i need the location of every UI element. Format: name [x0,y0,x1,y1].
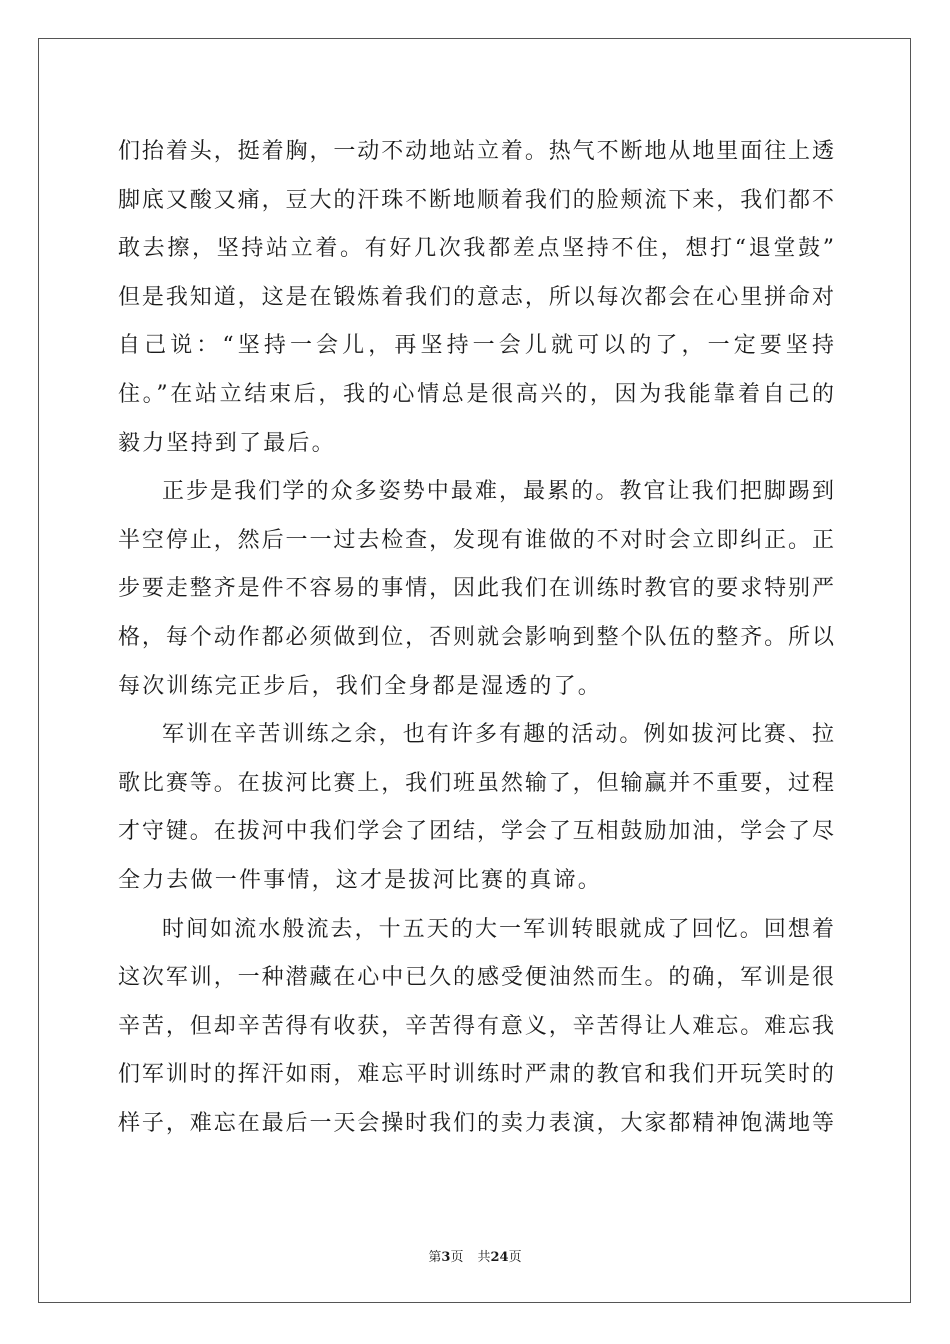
page-suffix: 页 [450,1250,464,1265]
total-prefix: 共 [477,1250,491,1265]
text-line: 自己说：“坚持一会儿，再坚持一会儿就可以的了，一定要坚持 [118,333,834,359]
page-number: 3 [441,1250,451,1265]
text-line: 敢去擦，坚持站立着。有好几次我都差点坚持不住，想打“退堂鼓” [118,236,834,262]
total-pages: 24 [490,1250,509,1265]
text-line: 们军训时的挥汗如雨，难忘平时训练时严肃的教官和我们开玩笑时的 [118,1062,834,1088]
text-line: 住。”在站立结束后，我的心情总是很高兴的，因为我能靠着自己的 [118,381,834,407]
text-line: 格，每个动作都必须做到位，否则就会影响到整个队伍的整齐。所以 [118,624,834,650]
paragraph-first-line: 时间如流水般流去，十五天的大一军训转眼就成了回忆。回想着 [162,916,834,942]
text-line: 样子，难忘在最后一天会操时我们的卖力表演，大家都精神饱满地等 [118,1110,834,1136]
paragraph-first-line: 军训在辛苦训练之余，也有许多有趣的活动。例如拔河比赛、拉 [162,722,834,748]
text-line: 半空停止，然后一一过去检查，发现有谁做的不对时会立即纠正。正 [118,527,834,553]
page-prefix: 第 [428,1250,442,1265]
text-line: 们抬着头，挺着胸，一动不动地站立着。热气不断地从地里面往上透 [118,139,834,164]
paragraph-first-line: 正步是我们学的众多姿势中最难，最累的。教官让我们把脚踢到 [162,479,834,505]
text-line: 步要走整齐是件不容易的事情，因此我们在训练时教官的要求特别严 [118,576,834,602]
text-line: 但是我知道，这是在锻炼着我们的意志，所以每次都会在心里拼命对 [118,284,834,310]
text-line: 全力去做一件事情，这才是拔河比赛的真谛。 [118,867,603,893]
text-line: 脚底又酸又痛，豆大的汗珠不断地顺着我们的脸颊流下来，我们都不 [118,187,834,213]
page-footer [0,1246,950,1265]
text-line: 毅力坚持到了最后。 [118,430,336,456]
text-line: 歌比赛等。在拔河比赛上，我们班虽然输了，但输赢并不重要，过程 [118,770,834,796]
text-line: 这次军训，一种潜藏在心中已久的感受便油然而生。的确，军训是很 [118,965,834,991]
document-body [118,128,834,1148]
total-suffix: 页 [508,1250,522,1265]
text-line: 辛苦，但却辛苦得有收获，辛苦得有意义，辛苦得让人难忘。难忘我 [118,1013,834,1039]
text-line: 才守键。在拔河中我们学会了团结，学会了互相鼓励加油，学会了尽 [118,819,834,845]
text-line: 每次训练完正步后，我们全身都是湿透的了。 [118,673,603,699]
